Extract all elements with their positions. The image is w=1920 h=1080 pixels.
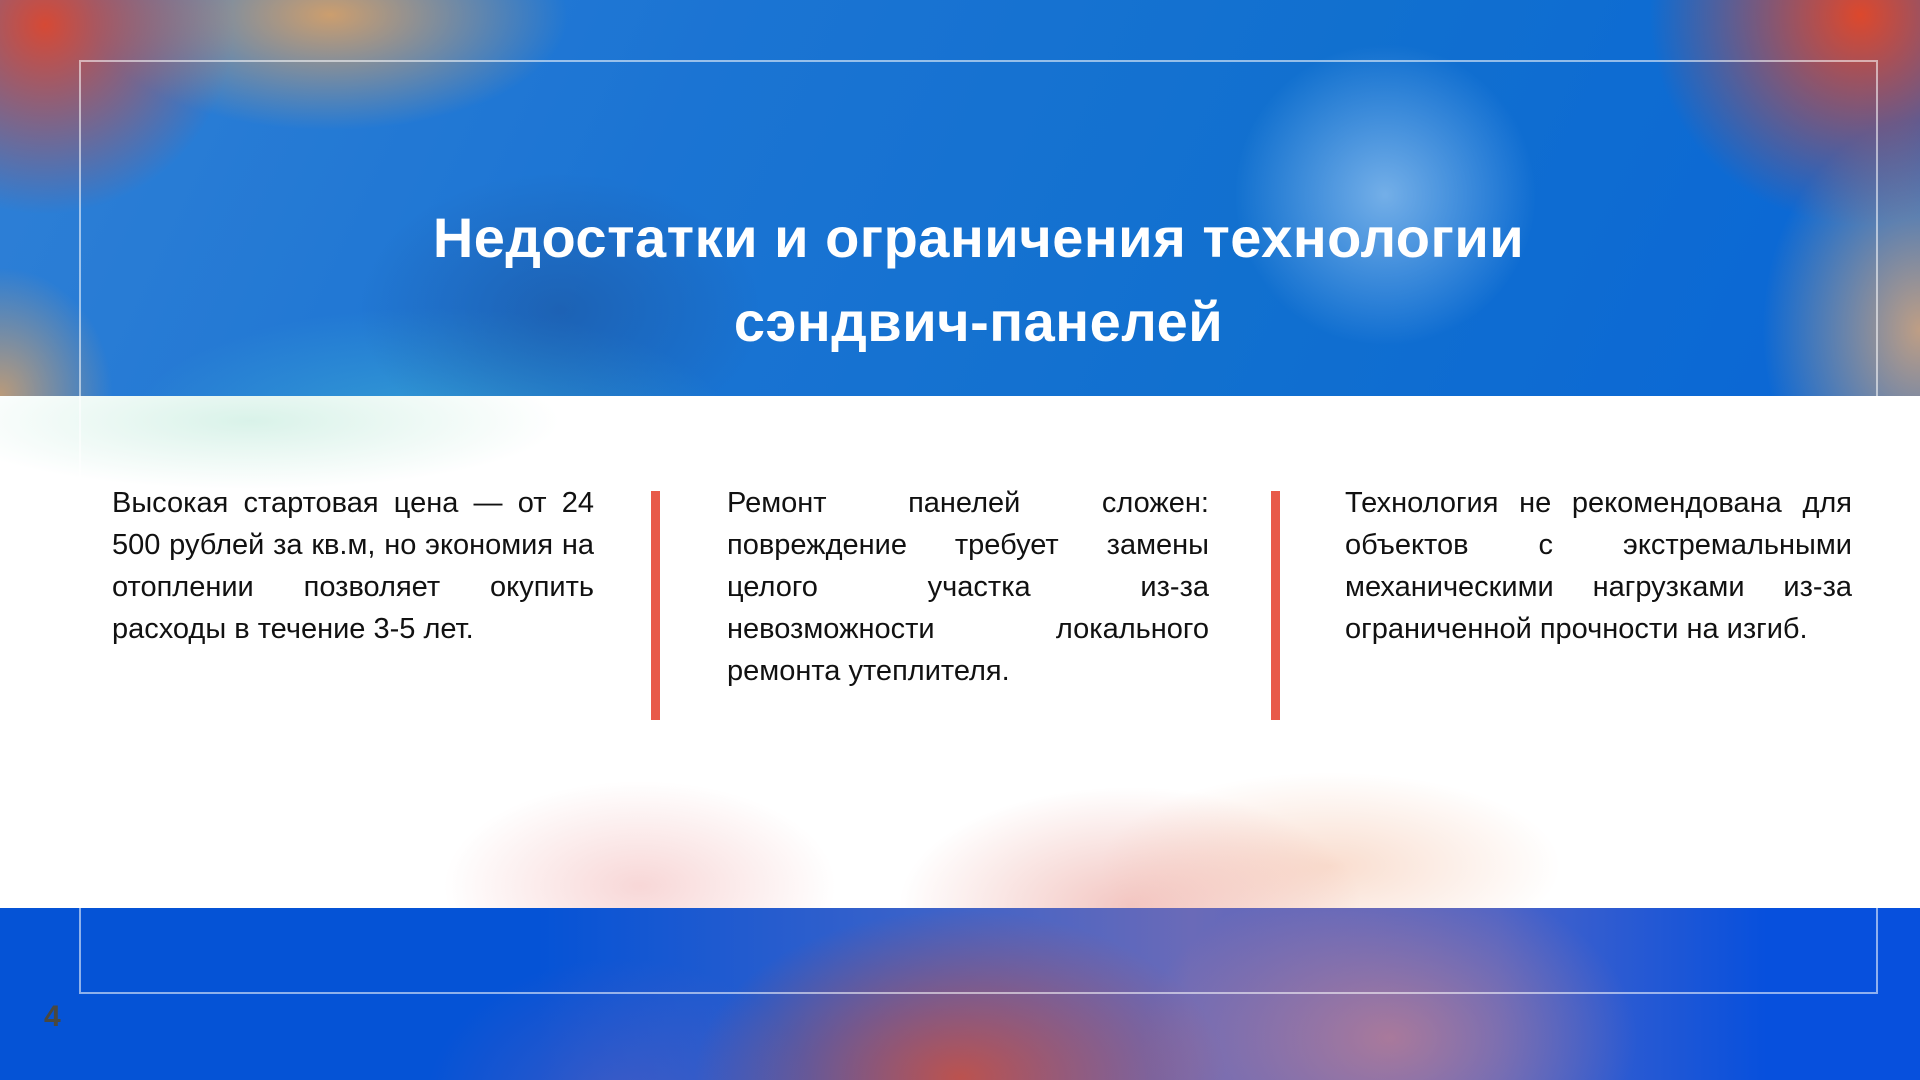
column-divider-2	[1271, 491, 1280, 720]
slide-title-line-2: сэндвич-панелей	[733, 289, 1224, 353]
drawback-column-repair: Ремонт панелей сложен: повреждение требует замены целого участка из-за невозможности локального ремонта утеплителя.	[727, 487, 1209, 687]
drawback-column-strength: Технология не рекомендована для объектов с экстремальными механическими нагрузками из-за ограниченной прочности на изгиб.	[1345, 487, 1852, 645]
drawback-column-cost: Высокая стартовая цена — от 24 500 рублей за кв.м, но экономия на отоплении позволяет окупить расходы в течение 3-5 лет.	[112, 487, 594, 645]
column-divider-1	[651, 491, 660, 720]
slide-title-line-1: Недостатки и ограничения технологии	[432, 205, 1525, 269]
page-number: 4	[44, 1000, 61, 1033]
slide-title	[79, 196, 1878, 364]
